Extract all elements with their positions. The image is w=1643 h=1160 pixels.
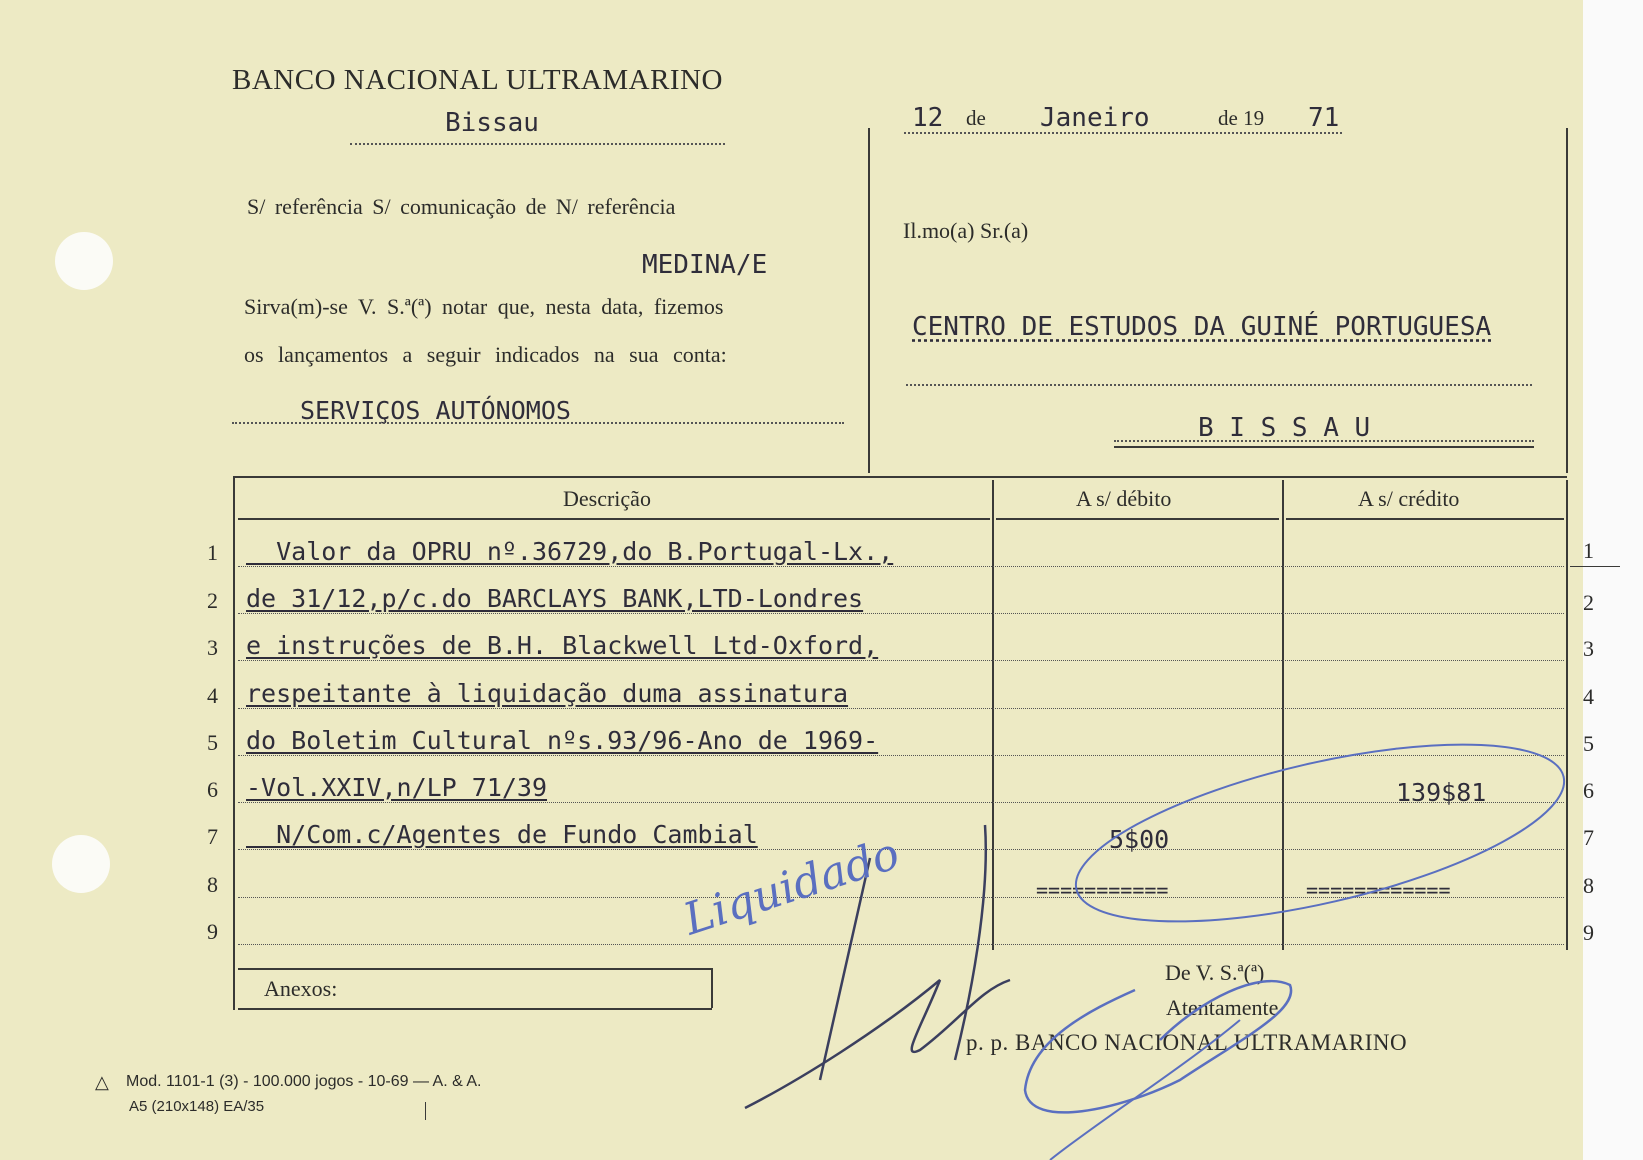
row-8-credit-total-rule: ============ (1306, 878, 1451, 902)
row-1-description: Valor da OPRU nº.36729,do B.Portugal-Lx., (246, 537, 894, 566)
notice-line-2: os lançamentos a seguir indicados na sua conta: (244, 342, 727, 367)
signature-stroke (955, 825, 986, 1060)
date-day: 12 (912, 103, 944, 133)
row-number-left: 6 (207, 777, 218, 802)
row-number-right: 4 (1583, 684, 1594, 709)
row-number-right: 7 (1583, 825, 1594, 850)
row-number-right: 9 (1583, 920, 1594, 945)
row-number-left: 9 (207, 919, 218, 944)
row-5-description: do Boletim Cultural nºs.93/96-Ano de 1969- (246, 726, 879, 755)
date-de-1: de (966, 106, 986, 130)
row-number-right: 8 (1583, 873, 1594, 898)
row-number-left: 3 (207, 635, 218, 660)
row-number-left: 4 (207, 683, 218, 708)
signature-stroke-blue (1050, 1020, 1240, 1160)
row-3-description: e instruções de B.H. Blackwell Ltd-Oxford, (246, 631, 879, 660)
row-number-right: 6 (1583, 778, 1594, 803)
triangle-icon: △ (95, 1072, 109, 1092)
form-footer-line-2: A5 (210x148) EA/35 (129, 1098, 265, 1115)
recipient-city: B I S S A U (1198, 413, 1371, 443)
form-footer-line-1: Mod. 1101-1 (3) - 100.000 jogos - 10-69 — A. & A. (126, 1073, 482, 1090)
signature-stroke-blue (1025, 981, 1291, 1112)
row-7-description: N/Com.c/Agentes de Fundo Cambial (246, 820, 758, 849)
date-de-2: de 19 (1218, 106, 1265, 130)
row-number-left: 8 (207, 872, 218, 897)
bank-name: BANCO NACIONAL ULTRAMARINO (232, 64, 723, 96)
handwritten-liquidado: Liquidado (677, 828, 906, 946)
account-name: SERVIÇOS AUTÓNOMOS (300, 396, 571, 425)
notice-line-1: Sirva(m)-se V. S.ª(ª) notar que, nesta data, fizemos (244, 294, 724, 319)
closing-line-3: p. p. BANCO NACIONAL ULTRAMARINO (966, 1030, 1408, 1055)
date-month: Janeiro (1040, 103, 1150, 133)
closing-line-1: De V. S.ª(ª) (1165, 960, 1265, 985)
credit-circle-mark (1061, 709, 1580, 958)
row-number-right: 5 (1583, 731, 1594, 756)
row-number-right: 1 (1583, 538, 1594, 563)
branch-name: Bissau (445, 108, 539, 138)
header-credit: A s/ crédito (1358, 486, 1460, 511)
date-year: 71 (1308, 103, 1340, 133)
row-number-left: 7 (207, 824, 218, 849)
row-number-left: 5 (207, 730, 218, 755)
header-debit: A s/ débito (1076, 486, 1172, 511)
reference-labels: S/ referência S/ comunicação de N/ referência (247, 194, 676, 219)
reference-value: MEDINA/E (642, 250, 768, 280)
salutation: Il.mo(a) Sr.(a) (903, 218, 1029, 243)
row-6-credit: 139$81 (1396, 778, 1487, 807)
row-number-left: 2 (207, 588, 218, 613)
row-number-right: 2 (1583, 590, 1594, 615)
recipient-name: CENTRO DE ESTUDOS DA GUINÉ PORTUGUESA (912, 312, 1492, 342)
row-4-description: respeitante à liquidação duma assinatura (246, 679, 849, 708)
row-8-debit-total-rule: =========== (1036, 878, 1169, 902)
row-number-left: 1 (207, 540, 218, 565)
row-6-description: -Vol.XXIV,n/LP 71/39 (246, 773, 548, 802)
row-7-debit: 5$00 (1109, 825, 1170, 854)
closing-line-2: Atentamente (1166, 995, 1279, 1020)
signature-stroke (745, 980, 1010, 1108)
annexes-label: Anexos: (264, 976, 338, 1001)
row-2-description: de 31/12,p/c.do BARCLAYS BANK,LTD-Londres (246, 584, 864, 613)
header-description: Descrição (563, 486, 651, 511)
row-number-right: 3 (1583, 636, 1594, 661)
